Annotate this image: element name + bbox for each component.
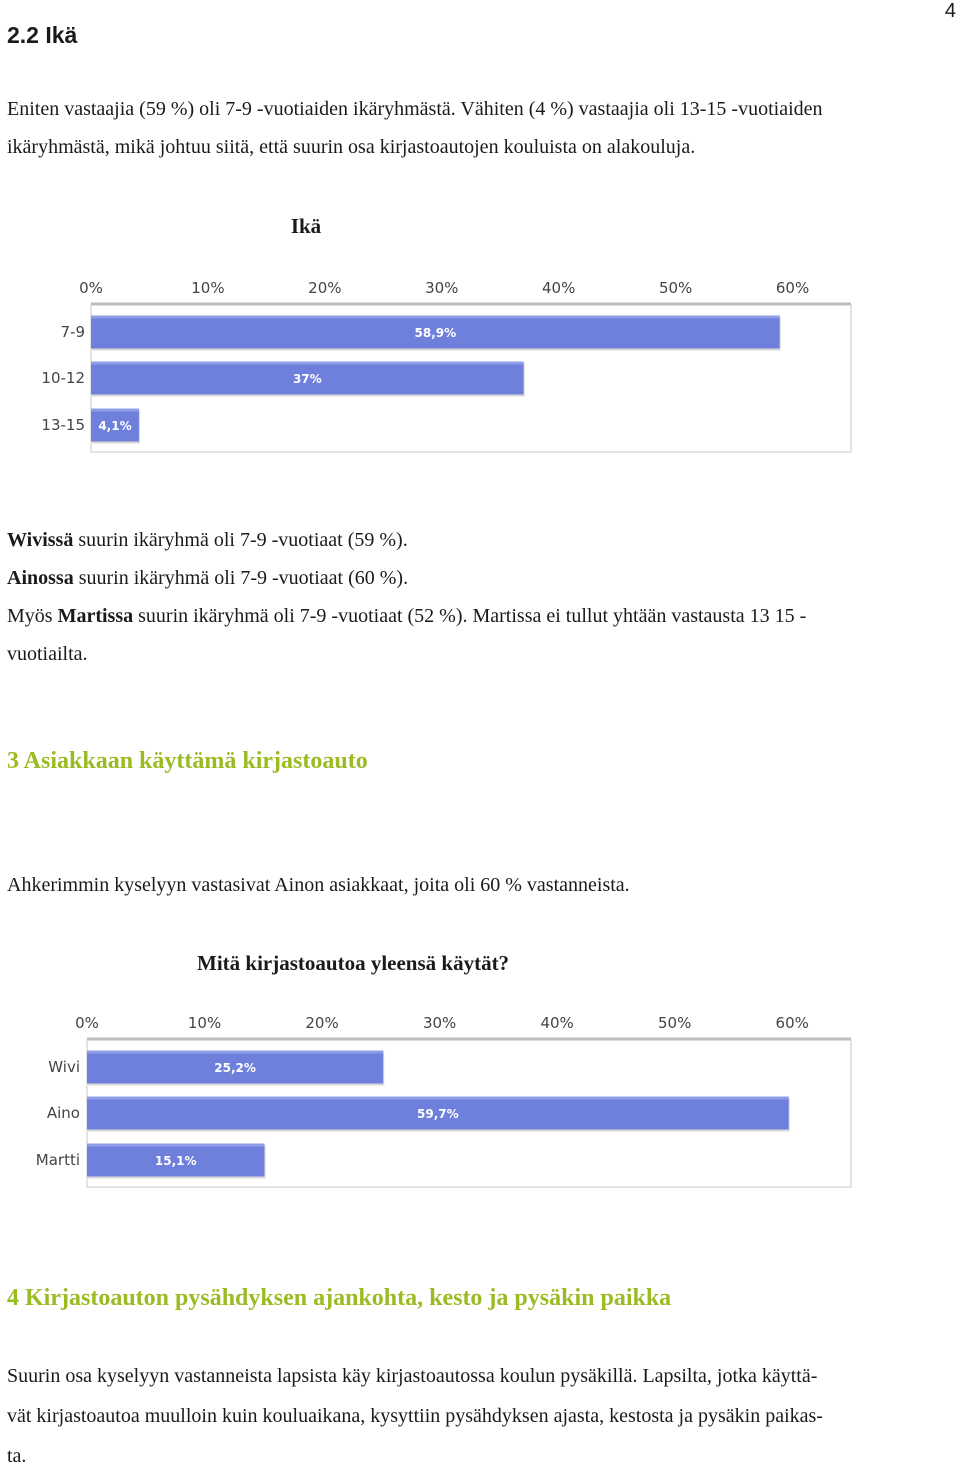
tick-label: 0%	[79, 279, 103, 297]
bar-highlight	[87, 1051, 383, 1054]
bar-highlight	[91, 409, 139, 412]
data-label: 37%	[292, 372, 322, 386]
tick-label: 30%	[425, 279, 459, 297]
stop-paragraph	[7, 1356, 952, 1476]
note-martti-cont: vuotiailta.	[7, 643, 88, 665]
stop-line-3: ta.	[7, 1445, 27, 1467]
note-aino-name: Ainossa	[7, 567, 74, 589]
bar-highlight	[87, 1144, 264, 1147]
category-label: 10-12	[41, 369, 85, 387]
stop-line-1: Suurin osa kyselyyn vastanneista lapsista käy kirjastoautossa koulun pysäkillä. Lapsilta, jotka käyttä-	[7, 1365, 818, 1387]
note-aino-text: suurin ikäryhmä oli 7-9 -vuotiaat (60 %).	[73, 567, 409, 589]
data-label: 15,1%	[154, 1154, 197, 1168]
tick-label: 40%	[540, 1014, 574, 1032]
category-label: 7-9	[60, 323, 85, 341]
bar-highlight	[91, 316, 780, 319]
stop-line-2: vät kirjastoautoa muulloin kuin kouluaikana, kysyttiin pysähdyksen ajasta, kestosta ja pysäkin paikas-	[7, 1405, 823, 1427]
tick-label: 50%	[658, 1014, 692, 1032]
tick-label: 60%	[775, 1014, 809, 1032]
tick-label: 10%	[187, 1014, 222, 1032]
bar-highlight	[87, 1097, 789, 1100]
tick-label: 10%	[191, 279, 225, 297]
note-martti-prefix: Myös	[7, 605, 58, 627]
tick-label: 40%	[542, 279, 576, 297]
category-label: 13-15	[41, 416, 85, 434]
tick-label: 20%	[308, 279, 342, 297]
age-intro-line-2: ikäryhmästä, mikä johtuu siitä, että suurin osa kirjastoautojen kouluista on alakouluja.	[7, 136, 696, 158]
note-aino	[7, 559, 952, 597]
section-heading-age: 2.2 Ikä	[7, 22, 78, 48]
note-wivi-text: suurin ikäryhmä oli 7-9 -vuotiaat (59 %).	[73, 529, 408, 551]
category-label: Martti	[35, 1151, 80, 1169]
tick-label: 30%	[422, 1014, 457, 1032]
library-bus-paragraph: Ahkerimmin kyselyyn vastasivat Ainon asiakkaat, joita oli 60 % vastanneista.	[7, 874, 630, 896]
age-chart	[0, 270, 960, 460]
data-label: 58,9%	[414, 326, 457, 340]
tick-label: 0%	[75, 1014, 99, 1032]
age-notes	[7, 521, 952, 673]
section-heading-stop: 4 Kirjastoauton pysähdyksen ajankohta, kesto ja pysäkin paikka	[7, 1285, 672, 1311]
data-label: 4,1%	[98, 419, 132, 433]
data-label: 59,7%	[417, 1107, 459, 1121]
tick-label: 60%	[775, 279, 810, 297]
category-label: Aino	[46, 1104, 80, 1122]
note-martti-text: suurin ikäryhmä oli 7-9 -vuotiaat (52 %). Martissa ei tullut yhtään vastausta 13 15 -	[133, 605, 807, 627]
note-wivi-name: Wivissä	[7, 529, 74, 551]
data-label: 25,2%	[214, 1061, 256, 1075]
note-martti-name: Martissa	[57, 605, 134, 627]
category-label: Wivi	[48, 1058, 80, 1076]
tick-label: 50%	[658, 279, 693, 297]
note-martti	[7, 597, 952, 635]
bar-highlight	[91, 362, 524, 365]
age-intro-line-1: Eniten vastaajia (59 %) oli 7-9 -vuotiaiden ikäryhmästä. Vähiten (4 %) vastaajia oli 13-15 -vuotiaiden	[7, 98, 823, 120]
age-chart-title: Ikä	[290, 214, 322, 238]
tick-label: 20%	[305, 1014, 339, 1032]
note-wivi	[7, 521, 952, 559]
age-intro-paragraph	[7, 90, 952, 166]
page-number: 4	[944, 0, 956, 22]
bus-chart	[0, 1005, 960, 1195]
section-heading-library-bus: 3 Asiakkaan käyttämä kirjastoauto	[7, 748, 368, 774]
bus-chart-title: Mitä kirjastoautoa yleensä käytät?	[197, 951, 510, 975]
